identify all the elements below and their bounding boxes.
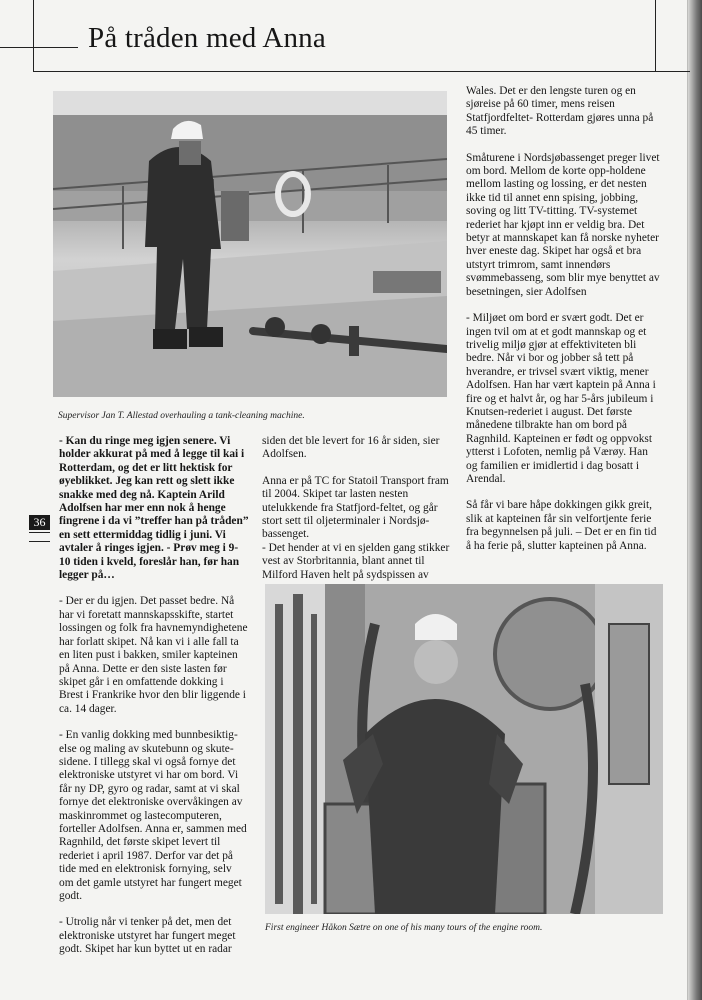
deck-photo bbox=[53, 91, 447, 397]
article-paragraph: Wales. Det er den lengste turen og en sjøreise på 60 timer, mens reisen Statfjordfeltet- Rotterdam gjøres unna på 45 timer. bbox=[466, 85, 654, 138]
article-column-left bbox=[59, 435, 249, 957]
header-rule-vertical-right bbox=[655, 0, 656, 72]
photo2-caption: First engineer Håkon Sætre on one of his many tours of the engine room. bbox=[265, 923, 543, 933]
title-rule-left bbox=[0, 47, 78, 48]
page-title: På tråden med Anna bbox=[88, 22, 326, 54]
article-paragraph: Anna er på TC for Statoil Transport fram til 2004. Skipet tar lasten nesten utelukkende fra Statfjord-feltet, og går stort sett til oljeterminaler i Nordsjø-bassenget. bbox=[262, 474, 449, 541]
page-number: 36 bbox=[29, 515, 50, 530]
article-paragraph: siden det ble levert for 16 år siden, sier Adolfsen. bbox=[262, 435, 440, 461]
article-paragraph: - Der er du igjen. Det passet bedre. Nå har vi foretatt mannskapsskifte, startet lossingen og folk fra havnemyndighetene har forlatt skipet. Nå kan vi i alle fall ta en liten pust i bakken, smiler kapteinen på Anna. Dette er den siste lasten før skipet går i en omfattende dokking i Brest i Frankrike hvor den blir liggende i ca. 14 dager. bbox=[59, 595, 248, 715]
page-binding-edge bbox=[688, 0, 702, 1000]
article-paragraph: Så får vi bare håpe dokkingen gikk greit, slik at kapteinen får sin velfortjente ferie fra begynnelsen på juli. – Det er en fin tid å ha ferie på, slutter kapteinen på Anna. bbox=[466, 499, 657, 552]
article-intro: - Kan du ringe meg igjen senere. Vi holder akkurat på med å legge til kai i Rotterdam, og det er litt hektisk for øyeblikket. Jeg kan rett og slett ikke snakke med deg nå. Kaptein Arild Adolfsen har mer enn nok å henge fingrene i da vi ”treffer han på tråden” en sett ettermiddag tidlig i juni. Vi avtaler å ringes igjen. - Prøv meg i 9-10 tiden i kveld, foreslår han, før han legger på… bbox=[59, 435, 249, 582]
page-number-rule bbox=[29, 532, 50, 542]
engine-room-photo bbox=[265, 584, 663, 914]
header-rule bbox=[33, 71, 690, 72]
article-paragraph: - Miljøet om bord er svært godt. Det er ingen tvil om at et godt mannskap og et trivelig miljø gjør at effektiviteten bli bedre. Når vi bor og jobber så tett på hverandre, er trivsel svært viktig, mener Adolfsen. Han har vært kaptein på Anna i fire og et halvt år, og har 5-års jubileum i Knutsen-rederiet i august. Det første månedene tilbrakte han om bord på Ragnhild. Kapteinen er født og oppvokst ytterst i Lofoten, nemlig på Værøy. Han og familien er imidlertid i dag bosatt i Arendal. bbox=[466, 312, 656, 485]
photo1-caption: Supervisor Jan T. Allestad overhauling a tank-cleaning machine. bbox=[58, 411, 305, 421]
article-paragraph: Småturene i Nordsjøbassenget preger livet om bord. Mellom de korte opp-holdene mellom lasting og lossing, er det nesten ikke tid til annet enn spising, jobbing, soving og litt TV-titting. TV-systemet rederiet har kjøpt inn er veldig bra. Det betyr at mannskapet kan få norske nyheter hver eneste dag. Skipet har også et bra utstyrt trimrom, samt innendørs svømmebasseng, som blir mye benyttet av besetningen, sier Adolfsen bbox=[466, 151, 660, 298]
article-paragraph: - En vanlig dokking med bunnbesiktig-else og maling av skutebunn og skute-sidene. I tillegg skal vi også fornye det elektroniske utstyret vi har om bord. Vi får ny DP, gyro og radar, samt at vi skal fornye det elektroniske overvåkingen av maskinrommet og lastecomputeren, forteller Adolfsen. Anna er, sammen med Ragnhild, det første skipet levert til rederiet i april 1987. Derfor var det på tide med en elektronisk fornying, selv om det gamle utstyret har fungert meget godt. bbox=[59, 729, 247, 902]
article-column-right bbox=[466, 85, 660, 566]
article-column-middle bbox=[262, 435, 458, 582]
header-rule-vertical-left bbox=[33, 0, 34, 72]
article-paragraph: - Det hender at vi en sjelden gang stikker vest av Storbritannia, blant annet til Milford Haven helt på sydspissen av bbox=[262, 541, 450, 581]
article-paragraph: - Utrolig når vi tenker på det, men det elektroniske utstyret har fungert meget godt. Skipet har kun byttet ut en radar bbox=[59, 916, 236, 956]
